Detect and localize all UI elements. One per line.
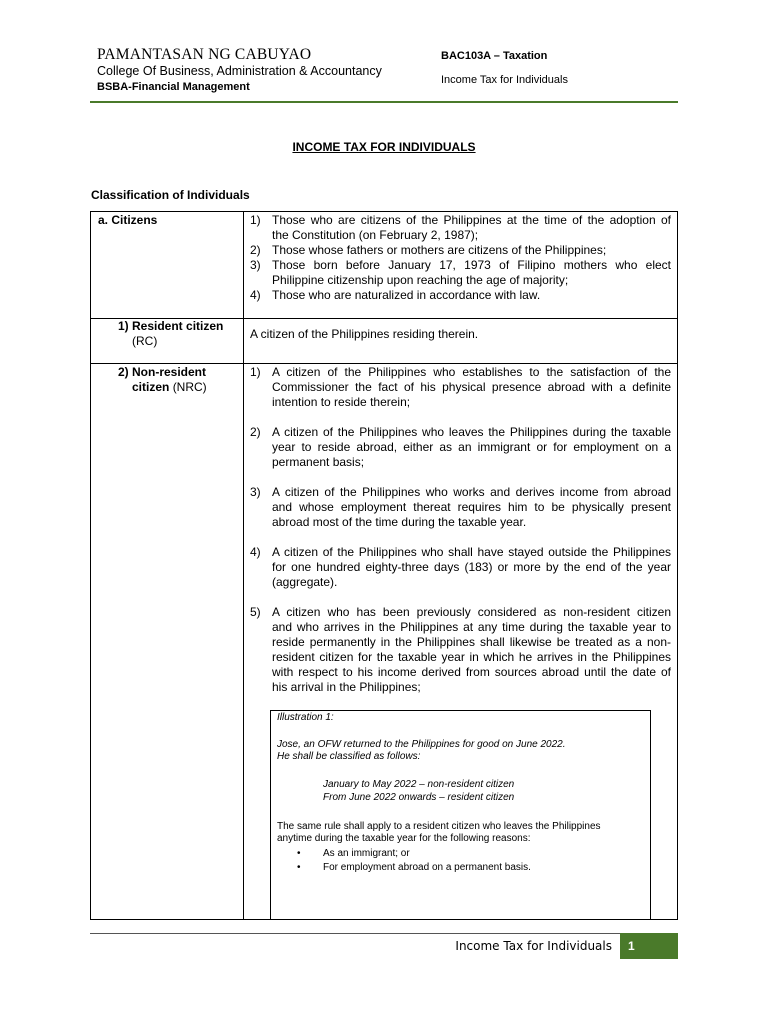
list-item-text: for one hundred eighty-three days (183) or more by the end of the year [272,560,671,574]
list-item-text: A citizen of the Philippines who leaves the Philippines during the taxable [272,425,671,439]
list-item-number: 2) [250,425,261,439]
nonresident-citizen-abbr: (NRC) [172,380,207,394]
program-name: BSBA-Financial Management [97,81,250,93]
header-topic: Income Tax for Individuals [441,74,568,86]
illustration-rule: The same rule shall apply to a resident citizen who leaves the Philippines [277,821,601,832]
list-item-text: (aggregate). [272,575,338,589]
citizens-label: a. Citizens [98,213,158,227]
university-name: PAMANTASAN NG CABUYAO [97,46,312,63]
list-item-number: 4) [250,288,261,302]
list-item-text: Philippine citizenship upon reaching the age of majority; [272,273,569,287]
list-item-text: and who arrives in the Philippines at any time during the taxable year to [272,620,671,634]
resident-citizen-label: 1) Resident citizen [118,319,224,333]
illustration-classification: From June 2022 onwards – resident citizen [323,792,515,803]
document-title-wrap [0,138,768,156]
course-code: BAC103A – Taxation [441,50,548,62]
list-item-text: A citizen of the Philippines who establishes to the satisfaction of the [272,365,671,379]
list-item-number: 3) [250,258,261,272]
nonresident-citizen-label-line2 [132,380,207,395]
list-item-text: intention to reside therein; [272,395,411,409]
nonresident-citizen-word: citizen [132,380,170,394]
list-item-text: Those born before January 17, 1973 of Filipino mothers who elect [272,258,671,272]
list-item-number: 2) [250,243,261,257]
citizens-list [250,213,671,313]
list-item-text: permanent basis; [272,455,365,469]
list-item-text: abroad most of the time during the taxable year. [272,515,527,529]
bullet-icon: • [297,848,301,859]
illustration-rule: anytime during the taxable year for the following reasons: [277,833,531,844]
illustration-intro: He shall be classified as follows: [277,751,421,762]
list-item-text: reside permanently in the Philippines shall likewise be treated as a non- [272,635,671,649]
illustration-heading: Illustration 1: [277,712,334,723]
list-item-text: Those whose fathers or mothers are citizens of the Philippines; [272,243,607,257]
footer-rule [90,933,678,934]
bullet-icon: • [297,862,301,873]
illustration-intro: Jose, an OFW returned to the Philippines for good on June 2022. [277,739,566,750]
resident-citizen-abbr: (RC) [132,334,158,348]
list-item-text: A citizen of the Philippines who works and derives income from abroad [272,485,671,499]
nonresident-citizen-label: 2) Non-resident [118,365,207,379]
illustration-classification: January to May 2022 – non-resident citizen [323,779,515,790]
list-item-text: A citizen who has been previously considered as non-resident citizen [272,605,671,619]
list-item-number: 5) [250,605,261,619]
list-item-text: Those who are naturalized in accordance with law. [272,288,541,302]
list-item-number: 1) [250,213,261,227]
table-row-divider [90,363,678,364]
nonresident-list [250,365,671,700]
section-heading: Classification of Individuals [91,188,250,202]
list-item-number: 3) [250,485,261,499]
list-item-number: 4) [250,545,261,559]
bullet-text: For employment abroad on a permanent basis. [323,862,531,873]
page-number: 1 [620,933,678,959]
list-item-text: his arrival in the Philippines; [272,680,421,694]
list-item-text: the Constitution (on February 2, 1987); [272,228,479,242]
list-item-text: A citizen of the Philippines who shall have stayed outside the Philippines [272,545,671,559]
bullet-text: As an immigrant; or [323,848,410,859]
college-name: College Of Business, Administration & Accountancy [97,64,382,78]
list-item-text: year to reside abroad, either as an immigrant or for employment on a [272,440,671,454]
list-item-text: Commissioner the fact of his physical presence abroad with a definite [272,380,671,394]
list-item-number: 1) [250,365,261,379]
list-item-text: Those who are citizens of the Philippines at the time of the adoption of [272,213,671,227]
list-item-text: resident citizen for the taxable year in which he arrives in the Philippines [272,650,671,664]
list-item-text: with respect to his income derived from sources abroad until the date of [272,665,671,679]
document-title: INCOME TAX FOR INDIVIDUALS [292,140,476,154]
list-item-text: and whose employment thereat requires him to be physically present [272,500,671,514]
header-rule [90,101,678,103]
footer-title: Income Tax for Individuals [455,939,612,953]
resident-citizen-definition: A citizen of the Philippines residing therein. [250,327,479,341]
